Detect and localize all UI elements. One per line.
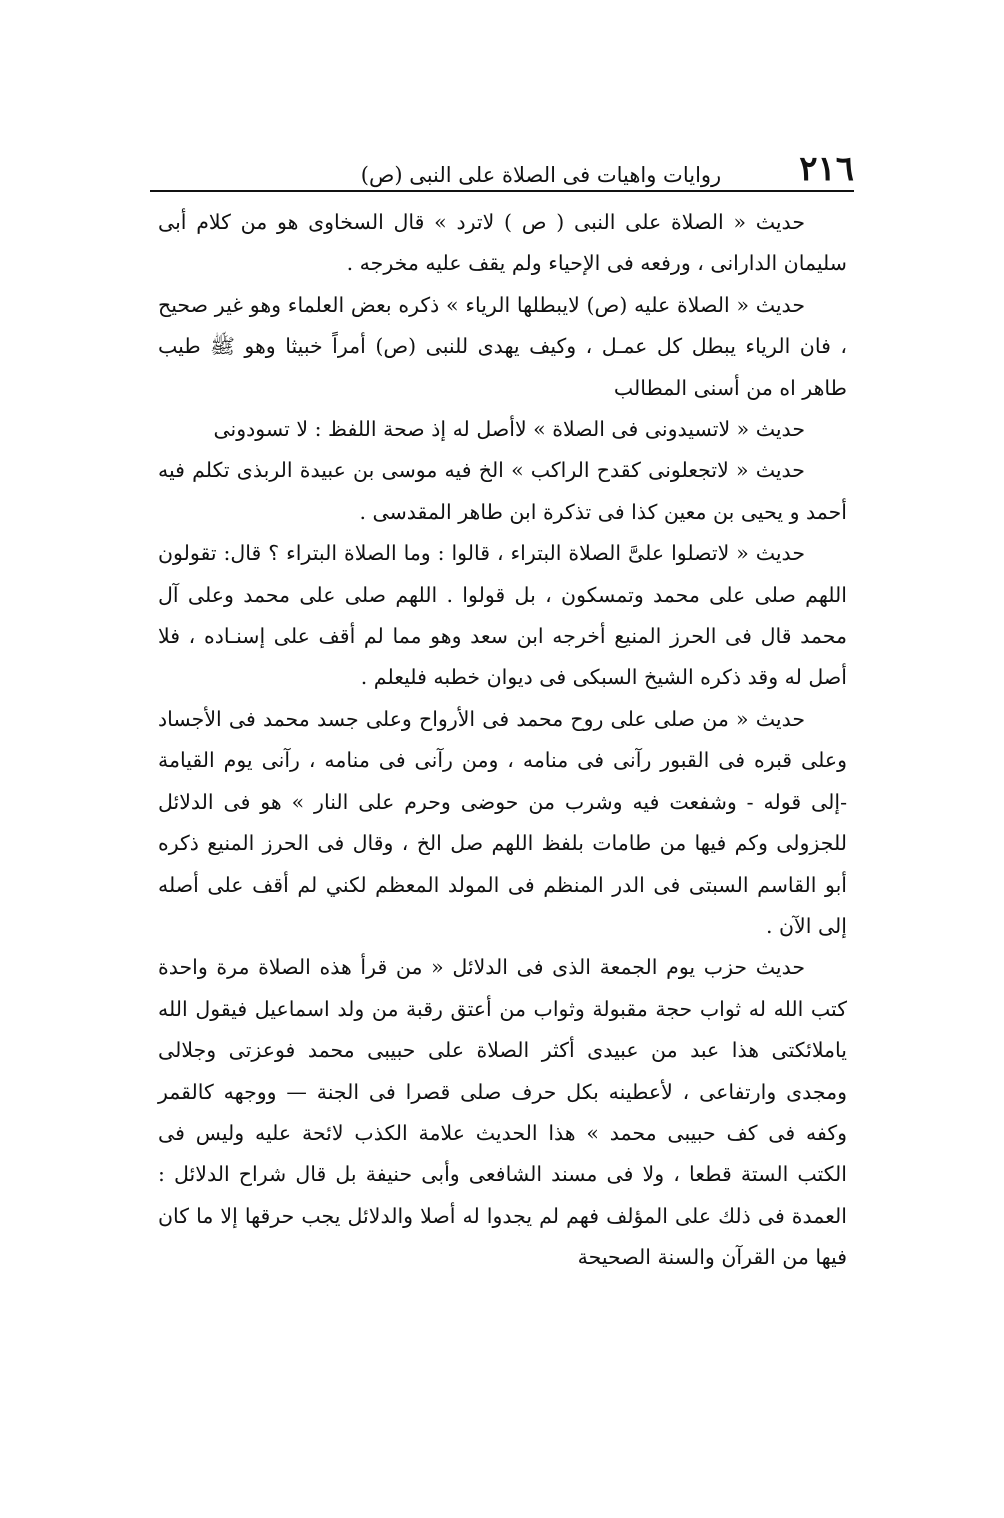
page-body — [158, 202, 847, 1279]
running-title: روايات واهيات فى الصلاة على النبى (ص) — [360, 163, 722, 187]
paragraph: حديث « لاتسيدونى فى الصلاة » لاأصل له إذ صحة اللفظ : لا تسودونى — [213, 417, 805, 442]
paragraph: حديث « لاتجعلونى كقدح الراكب » الخ فيه موسى بن عبيدة الربذى تكلم فيه أحمد و يحيى بن معين كذا فى تذكرة ابن طاهر المقدسى . — [158, 458, 847, 524]
page-number: ٢١٦ — [799, 149, 854, 189]
paragraph: حديث « من صلى على روح محمد فى الأرواح وعلى جسد محمد فى الأجساد وعلى قبره فى القبور رآنى فى منامه ، ومن رآنى فى منامه ، رآنى يوم القيامة -إلى قوله - وشفعت فيه وشرب من حوضى وحرم على النار » هو فى الدلائل للجزولى وكم فيها من طامات بلفظ اللهم صل الخ ، وقال فى الحرز المنيع ذكره أبو القاسم السبتى فى الدر المنظم فى المولد المعظم لكني لم أقف على أصله إلى الآن . — [158, 706, 848, 938]
paragraph: حديث « الصلاة على النبى ( ص ) لاترد » قال السخاوى هو من كلام أبى سليمان الدارانى ، ورفعه فى الإحياء ولم يقف عليه مخرجه . — [158, 210, 847, 276]
page-header — [150, 146, 854, 192]
paragraph: حديث « لاتصلوا علىَّ الصلاة البتراء ، قالوا : وما الصلاة البتراء ؟ قال: تقولون اللهم صلى على محمد وتمسكون ، بل قولوا . اللهم صلى على محمد وعلى آل محمد قال فى الحرز المنيع أخرجه ابن سعد وهو مما لم أقف على إسنـاده ، فلا أصل له وقد ذكره الشيخ السبكى فى ديوان خطبه فليعلم . — [158, 541, 847, 690]
paragraph: حديث « الصلاة عليه (ص) لايبطلها الرياء » ذكره بعض العلماء وهو غير صحيح ، فان الرياء يبطل كل عمـل ، وكيف يهدى للنبى (ص) أمراً خبيثا وهو ﷺ طيب طاهر اه من أسنى المطالب — [158, 292, 847, 400]
paragraph: حديث حزب يوم الجمعة الذى فى الدلائل « من قرأ هذه الصلاة مرة واحدة كتب الله له ثواب حجة مقبولة وثواب من أعتق رقبة من ولد اسماعيل فيقول الله ياملائكتى هذا عبد من عبيدى أكثر الصلاة على حبيبى محمد فوعزتى وجلالى ومجدى وارتفاعى ، لأعطينه بكل حرف صلى قصرا فى الجنة — ووجهه كالقمر وكفه فى كف حبيبى محمد » هذا الحديث علامة الكذب لائحة عليه وليس فى الكتب الستة قطعا ، ولا فى مسند الشافعى وأبى حنيفة بل قال شراح الدلائل : العمدة فى ذلك على المؤلف فهم لم يجدوا له أصلا والدلائل يجب حرقها إلا ما كان فيها من القرآن والسنة الصحيحة — [158, 955, 847, 1270]
